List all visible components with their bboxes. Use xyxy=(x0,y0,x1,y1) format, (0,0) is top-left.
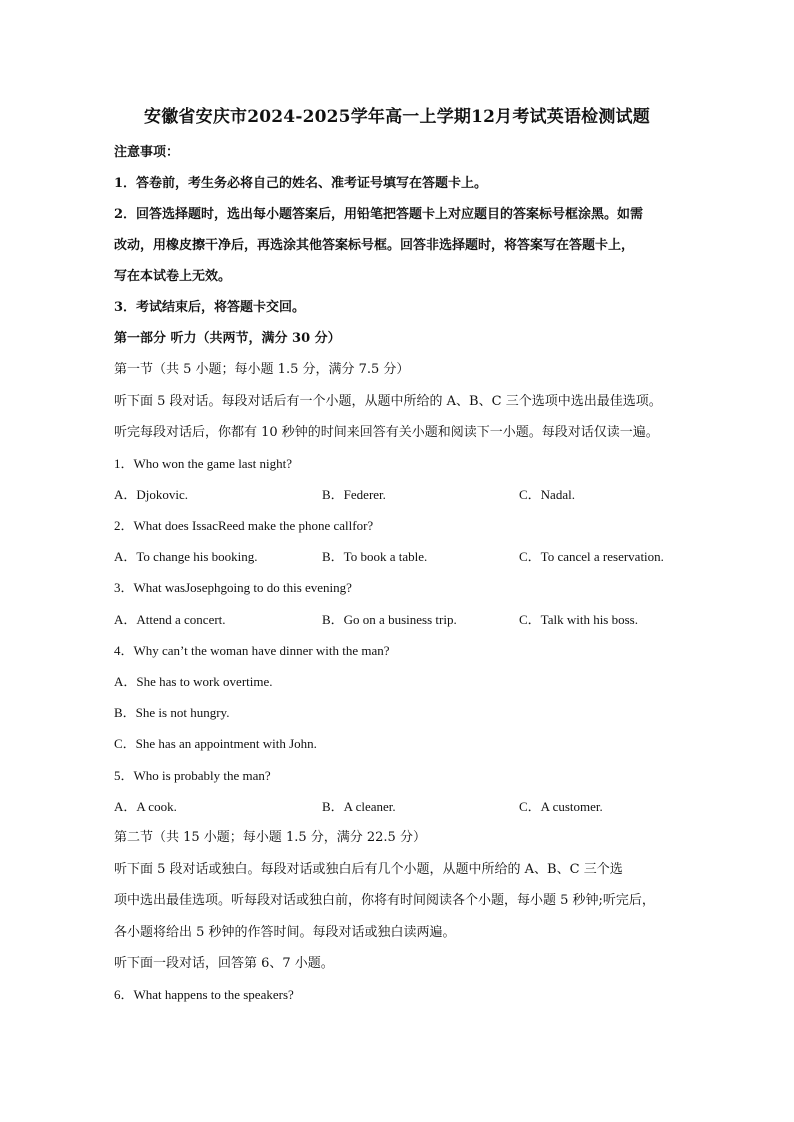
question-group-6-7: 听下面一段对话，回答第 6、7 小题。 xyxy=(114,956,334,971)
question-5: 5．Who is probably the man? xyxy=(114,768,271,783)
question-3: 3．What wasJosephgoing to do this evening? xyxy=(114,580,352,595)
question-1: 1．Who won the game last night? xyxy=(114,456,292,471)
q2-option-a: A．To change his booking. xyxy=(114,549,258,564)
section2-instruction-1: 听下面 5 段对话或独白。每段对话或独白后有几个小题，从题中所给的 A、B、C 三个选 xyxy=(114,862,623,877)
notice-heading: 注意事项： xyxy=(114,145,180,160)
part1-heading: 第一部分 听力（共两节，满分 30 分） xyxy=(114,331,341,346)
q4-option-a: A．She has to work overtime. xyxy=(114,674,273,689)
question-2: 2．What does IssacReed make the phone callfor? xyxy=(114,518,374,533)
page-title: 安徽省安庆市2024-2025学年高一上学期12月考试英语检测试题 xyxy=(144,107,650,127)
section2-heading: 第二节（共 15 小题；每小题 1.5 分，满分 22.5 分） xyxy=(114,830,426,845)
section1-instruction-1: 听下面 5 段对话。每段对话后有一个小题，从题中所给的 A、B、C 三个选项中选出最佳选项。 xyxy=(114,394,662,409)
q4-option-b: B．She is not hungry. xyxy=(114,705,230,720)
q5-option-b: B．A cleaner. xyxy=(322,799,396,814)
notice-item-2: 2．回答选择题时，选出每小题答案后，用铅笔把答题卡上对应题目的答案标号框涂黑。如需 xyxy=(114,207,644,222)
q5-option-c: C．A customer. xyxy=(519,799,603,814)
q5-option-a: A．A cook. xyxy=(114,799,177,814)
section1-instruction-2: 听完每段对话后，你都有 10 秒钟的时间来回答有关小题和阅读下一小题。每段对话仅读一遍。 xyxy=(114,425,659,440)
q1-option-c: C．Nadal. xyxy=(519,487,575,502)
q3-option-c: C．Talk with his boss. xyxy=(519,612,638,627)
section2-instruction-2: 项中选出最佳选项。听每段对话或独白前，你将有时间阅读各个小题，每小题 5 秒钟;听完后， xyxy=(114,893,655,908)
q2-option-c: C．To cancel a reservation. xyxy=(519,549,664,564)
question-6: 6．What happens to the speakers? xyxy=(114,987,294,1002)
section1-heading: 第一节（共 5 小题；每小题 1.5 分，满分 7.5 分） xyxy=(114,362,410,377)
notice-item-2-cont2: 写在本试卷上无效。 xyxy=(114,269,232,284)
q1-option-b: B．Federer. xyxy=(322,487,386,502)
notice-item-1: 1．答卷前，考生务必将自己的姓名、准考证号填写在答题卡上。 xyxy=(114,176,488,191)
notice-item-2-cont: 改动，用橡皮擦干净后，再选涂其他答案标号框。回答非选择题时，将答案写在答题卡上， xyxy=(114,238,635,253)
notice-item-3: 3．考试结束后，将答题卡交回。 xyxy=(114,300,306,315)
q3-option-b: B．Go on a business trip. xyxy=(322,612,457,627)
section2-instruction-3: 各小题将给出 5 秒钟的作答时间。每段对话或独白读两遍。 xyxy=(114,925,456,940)
q1-option-a: A．Djokovic. xyxy=(114,487,189,502)
q3-option-a: A．Attend a concert. xyxy=(114,612,226,627)
q2-option-b: B．To book a table. xyxy=(322,549,428,564)
question-4: 4．Why can’t the woman have dinner with the man? xyxy=(114,643,390,658)
q4-option-c: C．She has an appointment with John. xyxy=(114,736,317,751)
